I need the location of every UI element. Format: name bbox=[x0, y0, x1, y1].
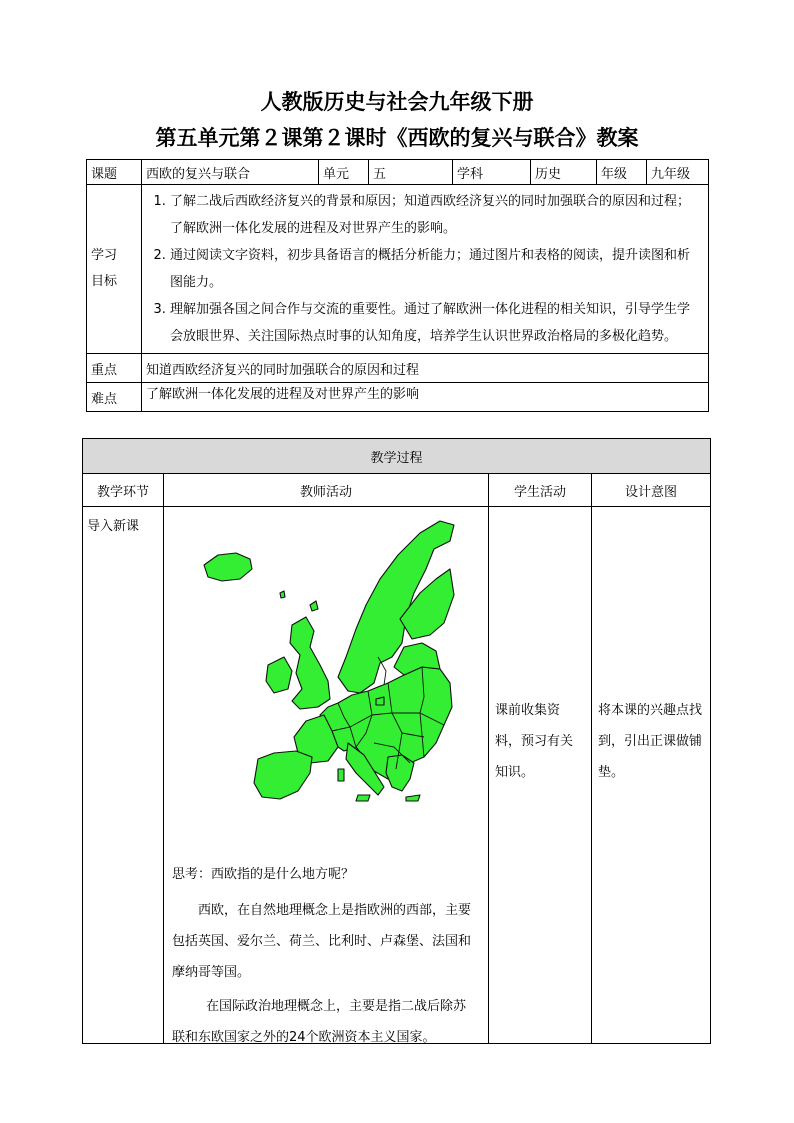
map-region-iceland bbox=[204, 553, 252, 581]
col-design: 设计意图 bbox=[592, 474, 711, 507]
design-intent-cell: 将本课的兴趣点找到，引出正课做铺垫。 bbox=[592, 507, 711, 1044]
subject-label: 学科 bbox=[453, 160, 531, 185]
map-region-corsica bbox=[338, 769, 344, 781]
goals-cell bbox=[142, 185, 709, 354]
key-label: 重点 bbox=[87, 354, 142, 383]
process-header: 教学过程 bbox=[83, 439, 711, 474]
subject-value: 历史 bbox=[531, 160, 597, 185]
goal-item: 3. 理解加强各国之间合作与交流的重要性。通过了解欧洲一体化进程的相关知识，引导学生学会放眼世界、关注国际热点时事的认知角度，培养学生认识世界政治格局的多极化趋势。 bbox=[170, 296, 702, 350]
unit-label: 单元 bbox=[319, 160, 369, 185]
europe-map bbox=[188, 507, 458, 805]
map-region-central-europe bbox=[320, 667, 452, 779]
topic-label: 课题 bbox=[87, 160, 142, 185]
goals-label-line2: 目标 bbox=[91, 274, 118, 289]
key-value: 知道西欧经济复兴的同时加强联合的原因和过程 bbox=[142, 354, 709, 383]
map-region-faroe bbox=[280, 591, 285, 598]
definition-paragraph-geographic: 西欧，在自然地理概念上是指欧洲的西部，主要包括英国、爱尔兰、荷兰、比利时、卢森堡、法国和摩纳哥等国。 bbox=[172, 903, 472, 980]
col-student: 学生活动 bbox=[489, 474, 592, 507]
col-stage: 教学环节 bbox=[83, 474, 164, 507]
grade-value: 九年级 bbox=[647, 160, 709, 185]
teaching-process-table bbox=[82, 438, 711, 1044]
map-region-iberia bbox=[254, 751, 312, 799]
grade-label: 年级 bbox=[597, 160, 647, 185]
thinking-question: 思考：西欧指的是什么地方呢？ bbox=[172, 867, 355, 882]
col-teacher: 教师活动 bbox=[164, 474, 489, 507]
stage-cell: 导入新课 bbox=[83, 507, 164, 1044]
goals-label bbox=[87, 185, 142, 354]
definition-paragraph-political: 在国际政治地理概念上，主要是指二战后除苏联和东欧国家之外的24个欧洲资本主义国家。 bbox=[172, 999, 467, 1045]
difficult-label: 难点 bbox=[87, 383, 142, 412]
map-region-danish-islands bbox=[376, 697, 384, 705]
map-region-ireland bbox=[266, 657, 292, 693]
unit-value: 五 bbox=[369, 160, 453, 185]
goals-label-line1: 学习 bbox=[91, 248, 118, 263]
lesson-info-table bbox=[86, 159, 709, 412]
document-title: 人教版历史与社会九年级下册 bbox=[260, 89, 534, 114]
map-region-sicily bbox=[356, 795, 370, 801]
goal-item: 2. 通过阅读文字资料，初步具备语言的概括分析能力；通过图片和表格的阅读，提升读图和析图能力。 bbox=[170, 242, 702, 296]
teacher-activity-cell bbox=[164, 507, 489, 1044]
map-region-crete bbox=[406, 795, 420, 801]
map-region-orkney bbox=[310, 601, 318, 611]
document-subtitle: 第五单元第２课第２课时《西欧的复兴与联合》教案 bbox=[155, 125, 639, 150]
goals-list bbox=[148, 188, 702, 350]
map-region-balkans bbox=[386, 755, 414, 791]
difficult-value: 了解欧洲一体化发展的进程及对世界产生的影响 bbox=[142, 383, 709, 412]
student-activity-cell: 课前收集资料，预习有关知识。 bbox=[489, 507, 592, 1044]
goal-item: 1. 了解二战后西欧经济复兴的背景和原因；知道西欧经济复兴的同时加强联合的原因和过程；了解欧洲一体化发展的进程及对世界产生的影响。 bbox=[170, 188, 702, 242]
topic-value: 西欧的复兴与联合 bbox=[142, 160, 319, 185]
map-region-britain bbox=[290, 617, 330, 709]
